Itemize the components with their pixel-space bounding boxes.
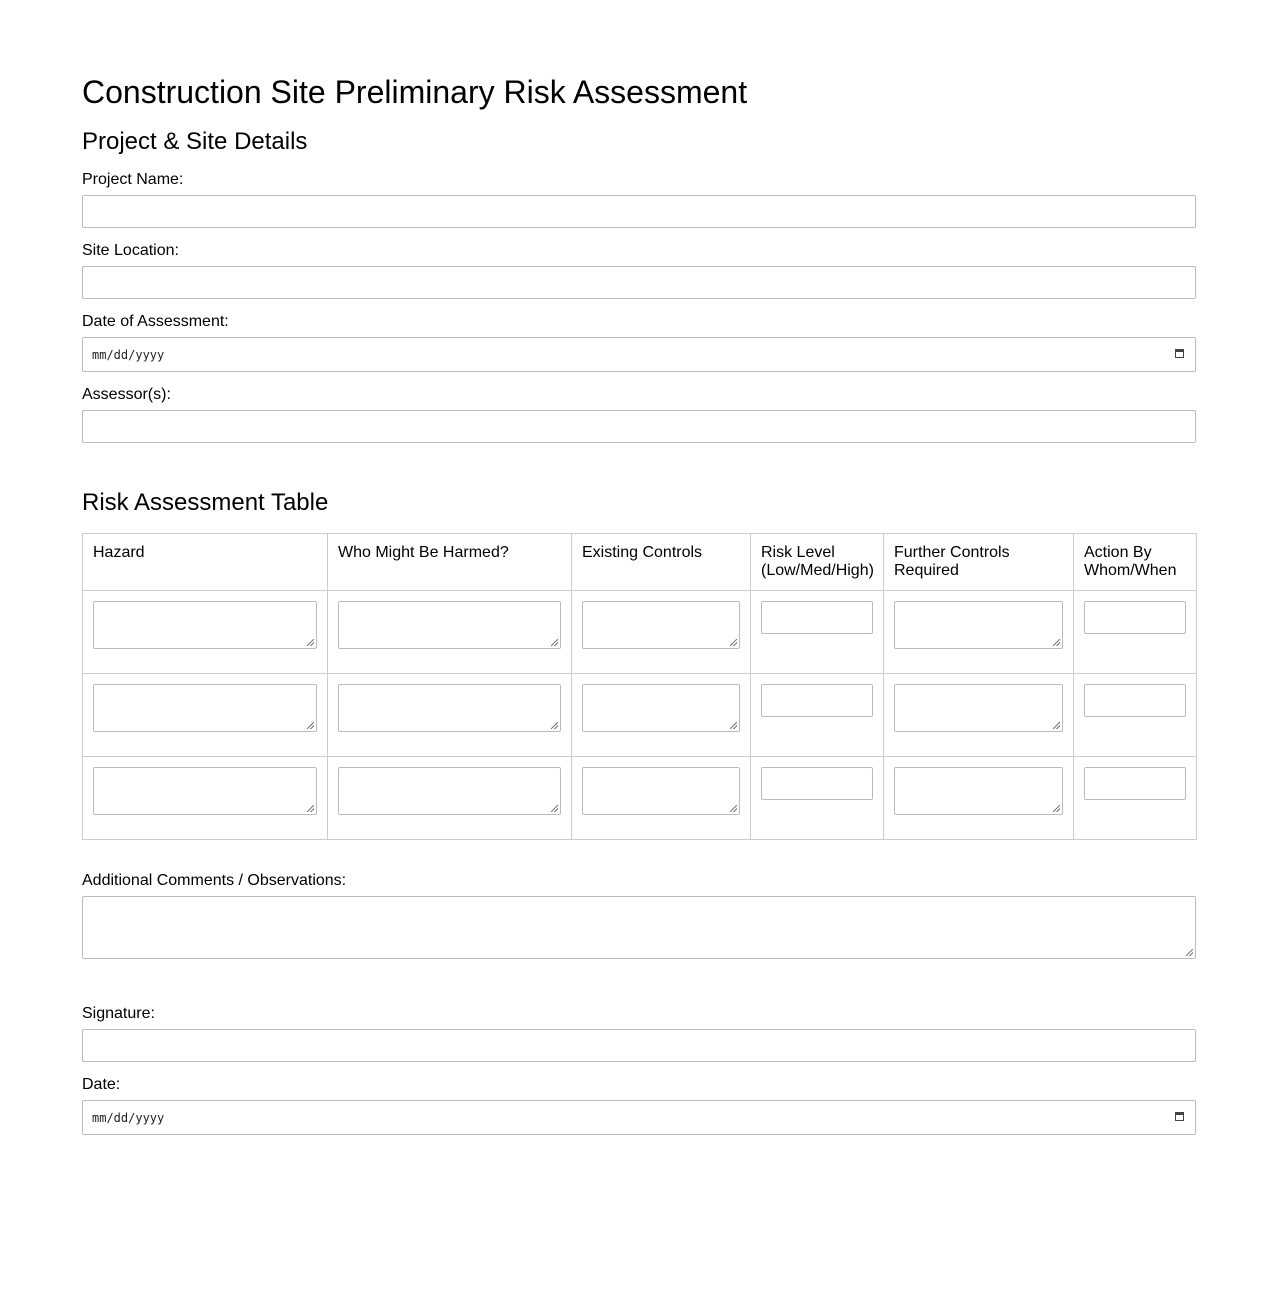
risk-level-input[interactable] <box>761 601 873 634</box>
who-harmed-textarea[interactable] <box>338 684 561 732</box>
who-harmed-textarea[interactable] <box>338 601 561 649</box>
project-name-label: Project Name: <box>82 171 184 188</box>
hazard-textarea[interactable] <box>93 767 317 815</box>
column-header-existing-controls: Existing Controls <box>572 534 751 591</box>
calendar-icon[interactable] <box>1175 1112 1184 1121</box>
assessment-date-input[interactable] <box>82 337 1196 372</box>
column-header-risk-level: Risk Level (Low/Med/High) <box>751 534 884 591</box>
section-heading-risk-table: Risk Assessment Table <box>82 489 329 516</box>
action-by-input[interactable] <box>1084 767 1186 800</box>
column-header-who-harmed: Who Might Be Harmed? <box>328 534 572 591</box>
signature-label: Signature: <box>82 1005 155 1022</box>
hazard-textarea[interactable] <box>93 601 317 649</box>
column-header-further-controls: Further Controls Required <box>884 534 1074 591</box>
table-row <box>83 591 1197 674</box>
site-location-label: Site Location: <box>82 242 179 259</box>
date-placeholder: mm/dd/yyyy <box>92 348 165 362</box>
action-by-input[interactable] <box>1084 601 1186 634</box>
signature-input[interactable] <box>82 1029 1196 1062</box>
project-name-input[interactable] <box>82 195 1196 228</box>
existing-controls-textarea[interactable] <box>582 684 740 732</box>
further-controls-textarea[interactable] <box>894 767 1063 815</box>
section-heading-project-details: Project & Site Details <box>82 128 308 155</box>
column-header-hazard: Hazard <box>83 534 328 591</box>
date-placeholder: mm/dd/yyyy <box>92 1111 165 1125</box>
table-row <box>83 757 1197 840</box>
assessors-label: Assessor(s): <box>82 386 171 403</box>
signoff-date-label: Date: <box>82 1076 121 1093</box>
comments-label: Additional Comments / Observations: <box>82 872 347 889</box>
comments-textarea[interactable] <box>82 896 1196 959</box>
risk-level-input[interactable] <box>761 684 873 717</box>
action-by-input[interactable] <box>1084 684 1186 717</box>
assessment-date-label: Date of Assessment: <box>82 313 229 330</box>
risk-level-input[interactable] <box>761 767 873 800</box>
further-controls-textarea[interactable] <box>894 684 1063 732</box>
existing-controls-textarea[interactable] <box>582 767 740 815</box>
existing-controls-textarea[interactable] <box>582 601 740 649</box>
table-header-row <box>83 534 1197 591</box>
column-header-action-by: Action By Whom/When <box>1074 534 1197 591</box>
signoff-date-input[interactable] <box>82 1100 1196 1135</box>
page-title: Construction Site Preliminary Risk Assessment <box>82 74 748 110</box>
risk-assessment-table <box>82 533 1197 840</box>
site-location-input[interactable] <box>82 266 1196 299</box>
calendar-icon[interactable] <box>1175 349 1184 358</box>
table-row <box>83 674 1197 757</box>
hazard-textarea[interactable] <box>93 684 317 732</box>
who-harmed-textarea[interactable] <box>338 767 561 815</box>
assessors-input[interactable] <box>82 410 1196 443</box>
further-controls-textarea[interactable] <box>894 601 1063 649</box>
